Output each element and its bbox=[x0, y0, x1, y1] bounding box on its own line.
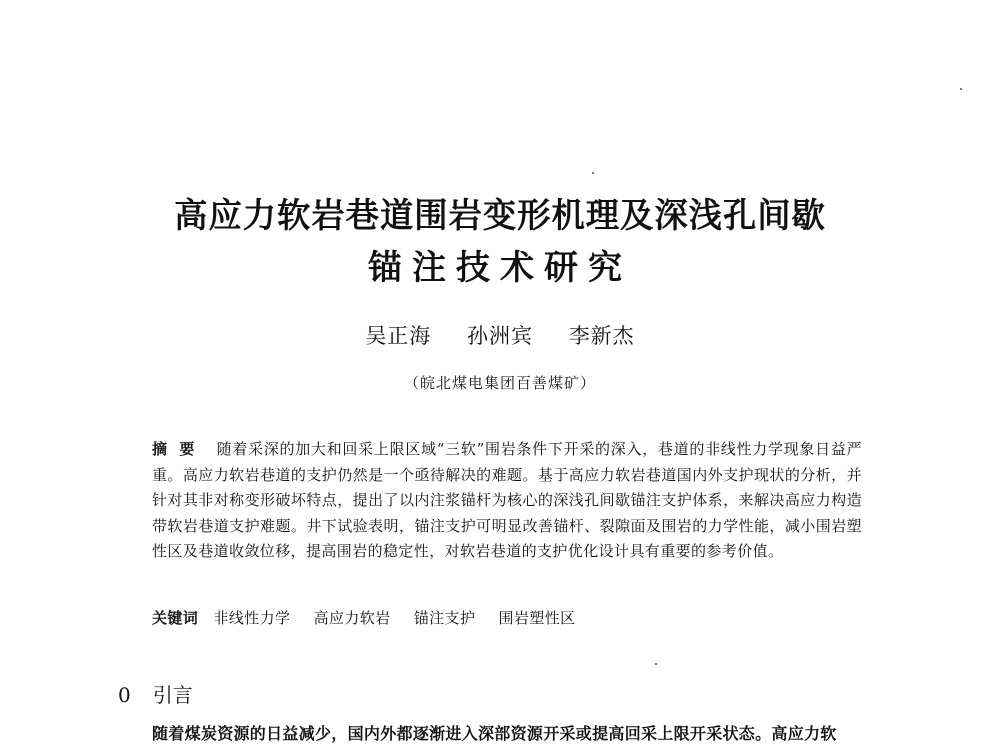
scan-speck bbox=[655, 663, 657, 665]
intro-paragraph: 随着煤炭资源的日益减少，国内外都逐渐进入深部资源开采或提高回采上限开采状态。高应力软 bbox=[152, 724, 837, 743]
scan-speck bbox=[592, 172, 594, 174]
author-name: 李新杰 bbox=[568, 324, 635, 348]
keyword: 锚注支护 bbox=[413, 609, 476, 627]
keywords-label: 关键词 bbox=[152, 609, 199, 627]
keyword: 非线性力学 bbox=[213, 609, 291, 627]
section-heading-introduction bbox=[118, 679, 193, 708]
author-list bbox=[0, 320, 1000, 350]
abstract-label: 摘要 bbox=[152, 440, 207, 458]
keyword: 围岩塑性区 bbox=[498, 609, 576, 627]
abstract bbox=[152, 437, 862, 565]
paper-title-line-1: 高应力软岩巷道围岩变形机理及深浅孔间歇 bbox=[174, 196, 826, 236]
section-number: 0 bbox=[118, 683, 131, 707]
affiliation: （皖北煤电集团百善煤矿） bbox=[403, 374, 596, 392]
section-title: 引言 bbox=[152, 683, 193, 707]
keywords bbox=[152, 607, 862, 628]
author-name: 孙洲宾 bbox=[467, 324, 533, 348]
abstract-text: 随着采深的加大和回采上限区域“三软”围岩条件下开采的深入，巷道的非线性力学现象日益严重。高应力软岩巷道的支护仍然是一个亟待解决的难题。基于高应力软岩巷道国内外支护现状的分析，并针对其非对称变形破坏特点，提出了以内注浆锚杆为核心的深浅孔间歇锚注支护体系，来解决高应力构造带软岩巷道支护难题。井下试验表明，锚注支护可明显改善锚杆、裂隙面及围岩的力学性能，减小围岩塑性区及巷道收敛位移，提高围岩的稳定性，对软岩巷道的支护优化设计具有重要的参考价值。 bbox=[152, 440, 862, 560]
author-name: 吴正海 bbox=[365, 324, 432, 348]
paper-title-line-2: 锚注技术研究 bbox=[368, 248, 632, 288]
scan-speck bbox=[960, 88, 962, 90]
keyword: 高应力软岩 bbox=[313, 609, 391, 627]
